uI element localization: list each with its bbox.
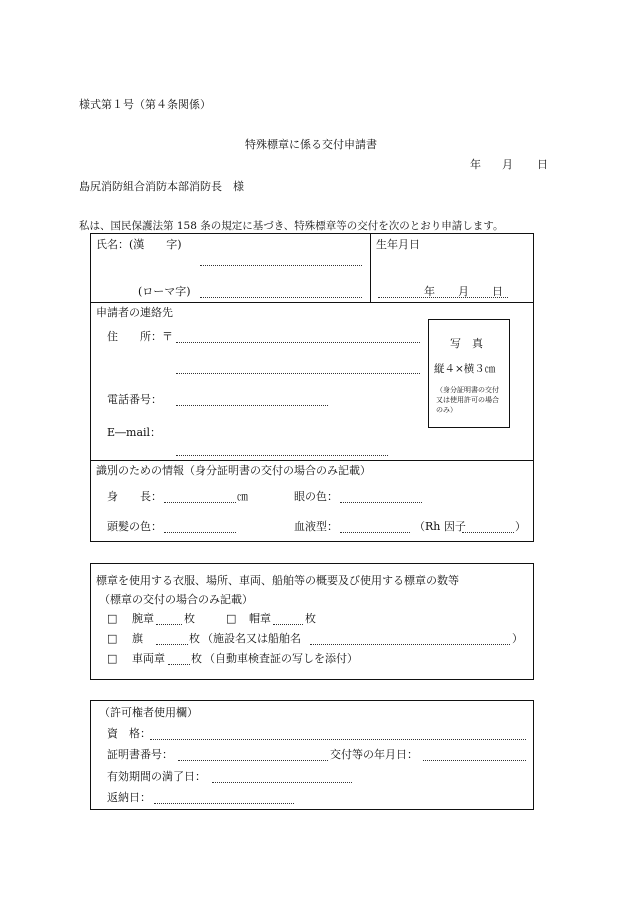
photo-note-3: のみ） [436,406,457,414]
height-unit: ㎝ [237,490,248,503]
armband-unit: 枚 [184,612,195,625]
cert-number-field[interactable] [178,760,328,761]
flag-label: 旗 [132,632,143,645]
issue-date-field[interactable] [423,760,526,761]
date-month: 月 [502,158,513,171]
emblem-sub: （標章の交付の場合のみ記載） [99,593,253,606]
name-roman-label: (ローマ字) [138,285,191,298]
date-day: 日 [537,158,548,171]
flag-unit: 枚 [189,632,200,645]
facility-name-field[interactable] [310,644,510,645]
armband-label: 腕章 [132,612,154,625]
cap-label: 帽章 [249,612,271,625]
rh-close: ） [515,520,526,533]
form-title: 特殊標章に係る交付申請書 [245,138,377,151]
flag-close: ） [512,632,523,645]
flag-note: （施設名又は船舶名 [202,632,301,645]
hair-color-field[interactable] [164,532,236,533]
email-field[interactable] [176,455,388,456]
birth-year: 年 [424,285,435,298]
height-label: 身 長： [107,490,162,503]
birth-day: 日 [492,285,503,298]
intro-text: 私は、国民保護法第 158 条の規定に基づき、特殊標章等の交付を次のとおり申請します。 [79,220,504,232]
armband-checkbox[interactable]: □ [107,612,118,625]
photo-note-1: （身分証明書の交付 [436,386,499,394]
phone-field[interactable] [176,405,328,406]
expiry-label: 有効期間の満了日： [107,770,206,783]
hair-color-label: 頭髪の色： [107,520,162,533]
cap-checkbox[interactable]: □ [226,612,237,625]
height-field[interactable] [164,502,236,503]
qualification-field[interactable] [150,739,526,740]
email-label: E―mail： [107,426,162,439]
form-number: 様式第１号（第４条関係） [79,98,211,111]
photo-note-2: 又は使用許可の場合 [436,396,499,404]
photo-title: 写 真 [450,337,483,350]
phone-label: 電話番号： [107,393,162,406]
divider-identity [90,460,534,461]
photo-size: 縦４×横３㎝ [434,363,496,375]
identity-header: 識別のための情報（身分証明書の交付の場合のみ記載） [96,464,371,477]
cert-number-label: 証明書番号： [107,748,173,761]
flag-checkbox[interactable]: □ [107,632,118,645]
emblem-header: 標章を使用する衣服、場所、車両、船舶等の概要及び使用する標章の数等 [96,574,459,587]
address-label: 住 所：〒 [107,330,173,343]
return-date-label: 返納日： [107,791,151,804]
armband-count-field[interactable] [156,624,182,625]
issue-date-label: 交付等の年月日： [330,748,418,761]
blood-type-label: 血液型： [294,520,338,533]
address-field-1[interactable] [176,342,420,343]
flag-count-field[interactable] [156,644,188,645]
name-kanji-field[interactable] [200,265,362,266]
vehicle-label: 車両章 [132,652,165,665]
divider-contact [90,302,534,303]
vehicle-count-field[interactable] [168,664,190,665]
return-date-field[interactable] [154,803,294,804]
name-birth-divider [370,233,371,302]
vehicle-unit: 枚 [191,652,202,665]
rh-label: （Rh 因子 [414,520,466,533]
addressee: 島尻消防組合消防本部消防長 様 [79,180,244,193]
cap-count-field[interactable] [273,624,303,625]
qualification-label: 資 格： [107,727,151,740]
birth-date-label: 生年月日 [376,238,420,251]
rh-field[interactable] [462,532,514,533]
vehicle-note: （自動車検査証の写しを添付） [204,652,358,665]
blood-type-field[interactable] [340,532,410,533]
name-kanji-label: 氏名：(漢 字) [96,238,182,251]
eye-color-label: 眼の色： [294,490,338,503]
name-roman-field[interactable] [200,297,362,298]
vehicle-checkbox[interactable]: □ [107,652,118,665]
eye-color-field[interactable] [340,502,422,503]
cap-unit: 枚 [305,612,316,625]
birth-month: 月 [458,285,469,298]
date-year: 年 [470,158,481,171]
address-field-2[interactable] [176,373,420,374]
expiry-field[interactable] [212,782,352,783]
birth-date-field[interactable] [378,297,508,298]
contact-header: 申請者の連絡先 [96,306,173,319]
authority-header: （許可権者使用欄） [99,706,198,719]
